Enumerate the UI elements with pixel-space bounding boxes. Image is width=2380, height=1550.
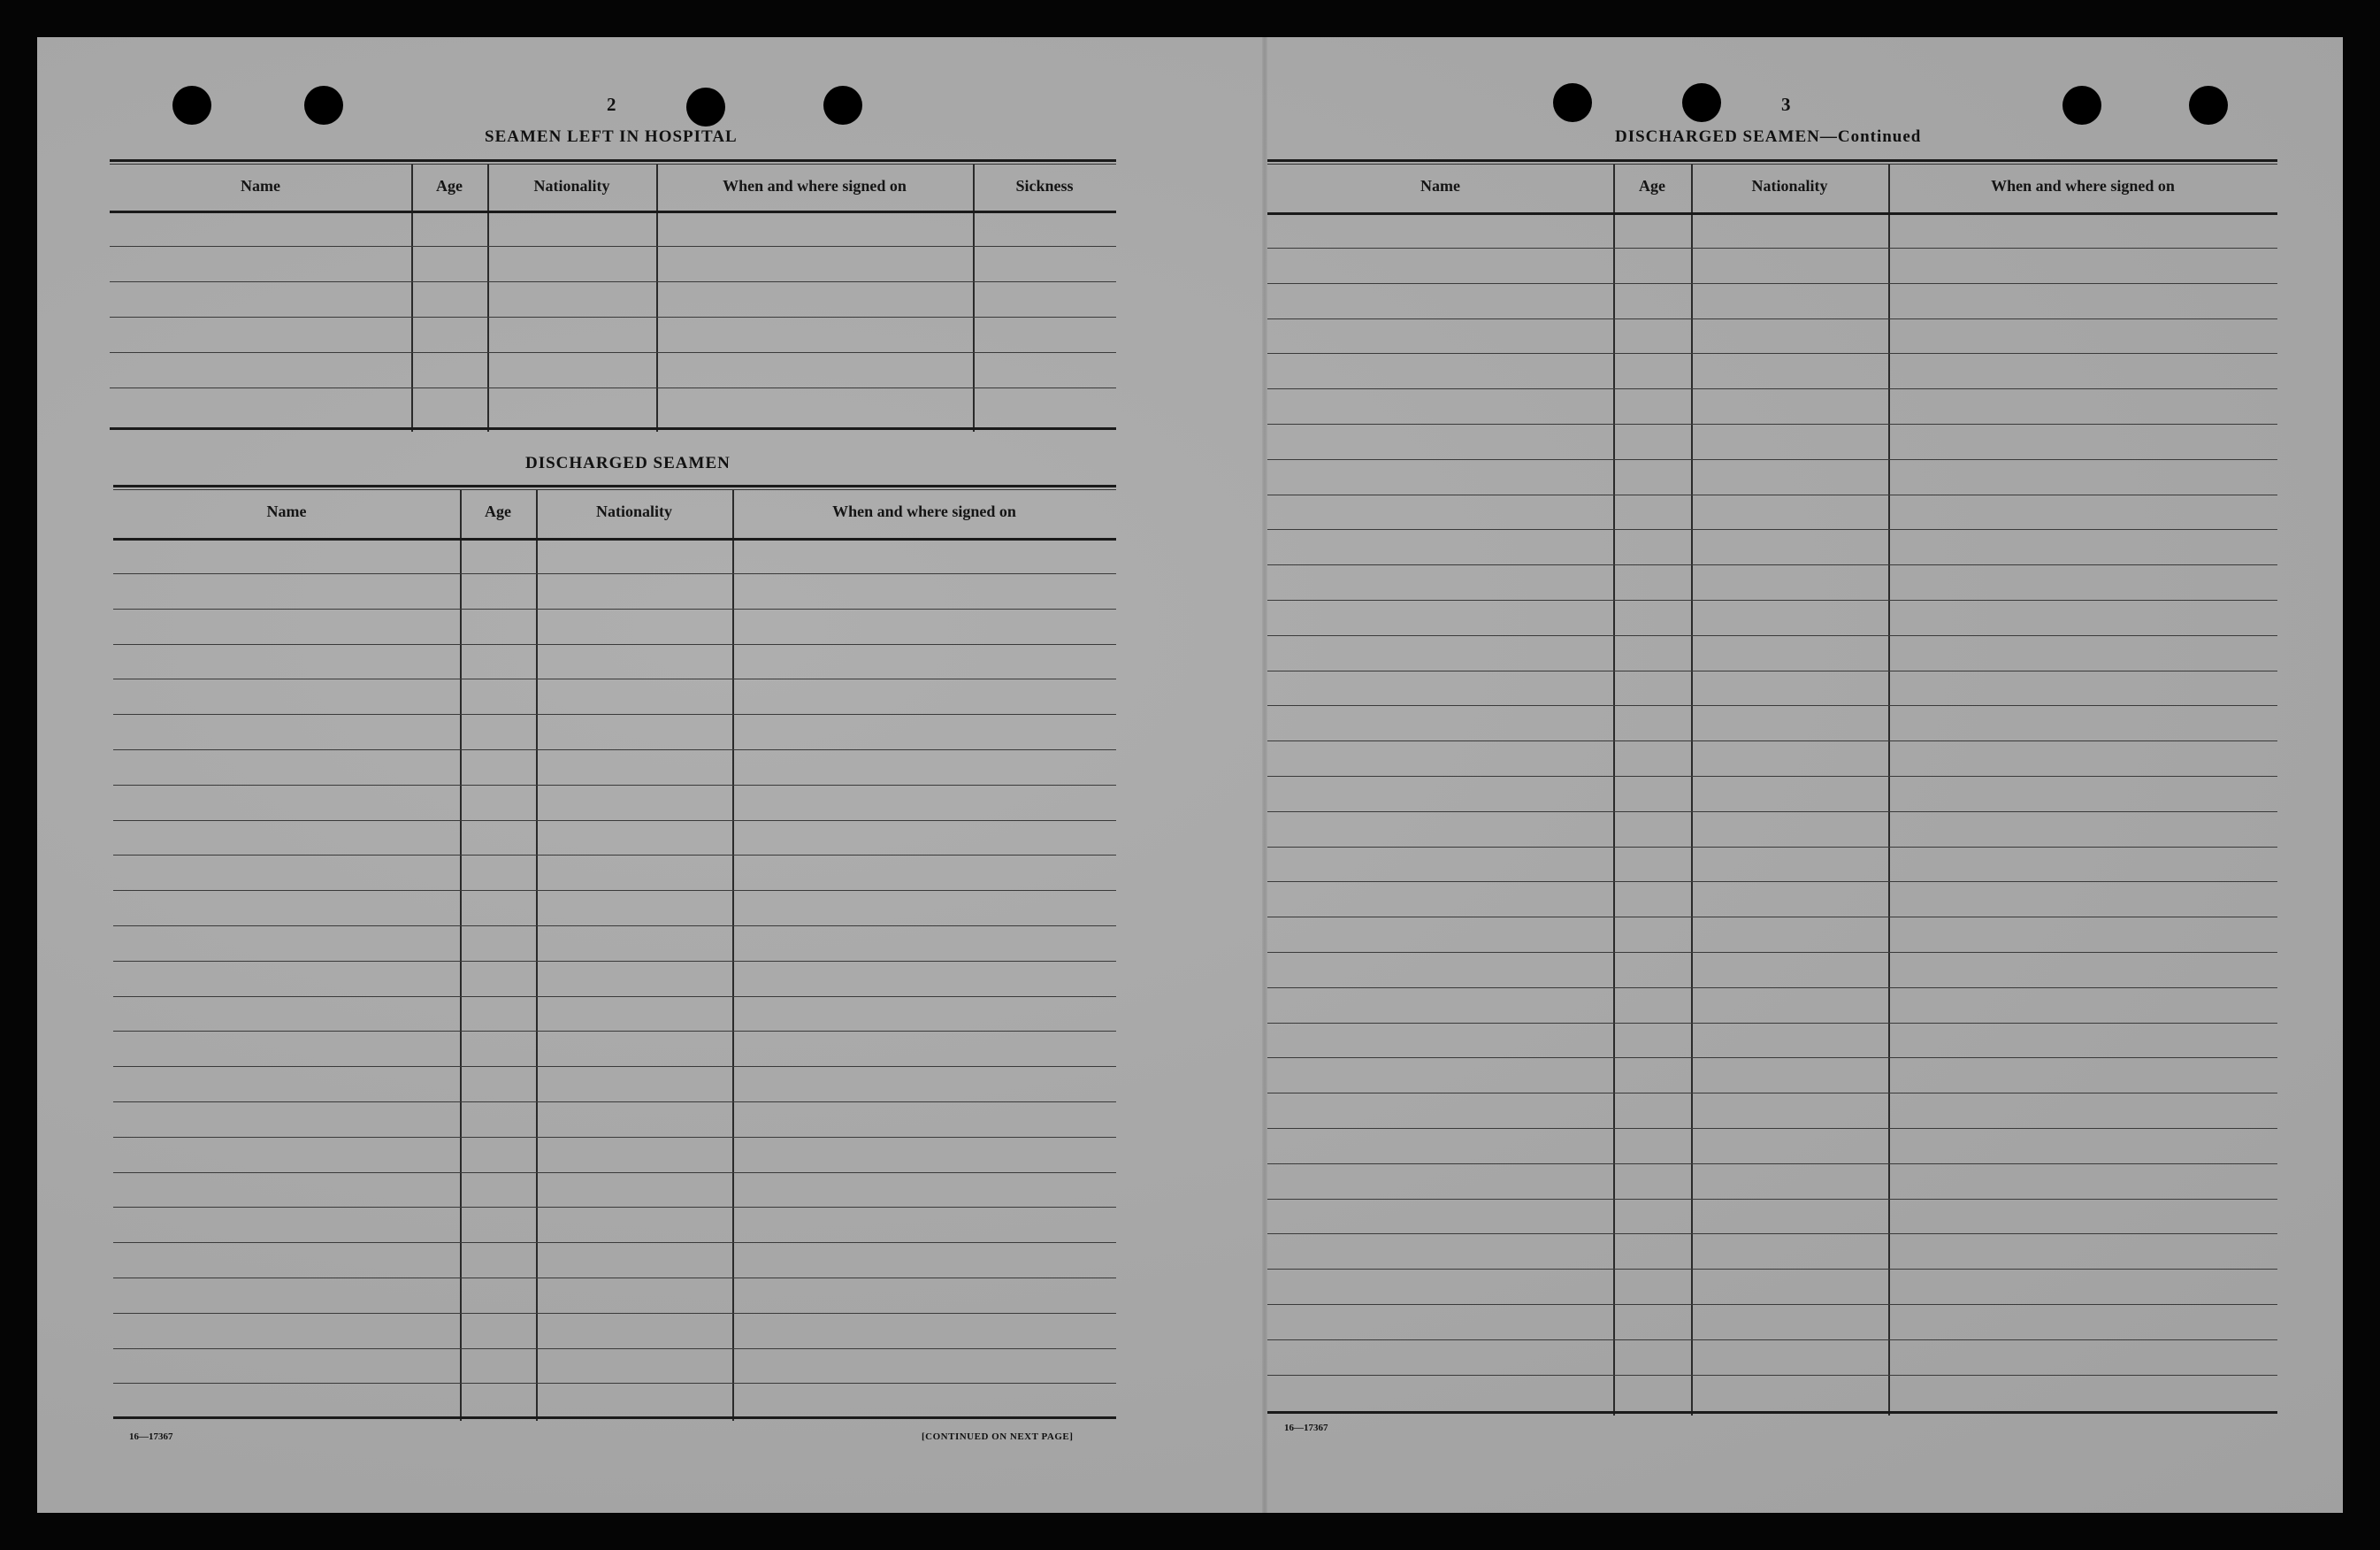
discharged-section-title: DISCHARGED SEAMEN (525, 454, 731, 472)
table-bottom-rule (110, 427, 1116, 430)
page-number-right: 3 (1781, 94, 1791, 115)
ruled-line (1267, 881, 2277, 882)
ruled-line (113, 996, 1116, 997)
column-header: When and where signed on (723, 177, 907, 195)
ruled-line (1267, 318, 2277, 319)
punch-hole (686, 88, 725, 127)
punch-hole (172, 86, 211, 125)
column-header: Nationality (1751, 177, 1828, 195)
ruled-line (1267, 987, 2277, 988)
column-header: Age (436, 177, 463, 195)
ruled-line (1267, 1057, 2277, 1058)
column-divider (460, 490, 462, 1421)
ruled-line (1267, 847, 2277, 848)
header-rule (110, 211, 1116, 213)
ruled-line (1267, 740, 2277, 741)
discharged-table-left (113, 485, 1116, 1421)
ruled-line (1267, 1233, 2277, 1234)
ruled-line (113, 1313, 1116, 1314)
ruled-line (113, 925, 1116, 926)
ruled-line (113, 714, 1116, 715)
column-header: Age (1639, 177, 1665, 195)
discharged-table-right (1267, 159, 2277, 1416)
ruled-line (1267, 459, 2277, 460)
ruled-line (1267, 248, 2277, 249)
ruled-line (1267, 1023, 2277, 1024)
ruled-line (113, 855, 1116, 856)
table-bottom-rule (113, 1416, 1116, 1419)
ruled-line (113, 1242, 1116, 1243)
ruled-line (110, 352, 1116, 353)
ruled-line (113, 1172, 1116, 1173)
table-bottom-rule (1267, 1411, 2277, 1414)
ruled-line (110, 281, 1116, 282)
column-header: Nationality (533, 177, 610, 195)
column-header: When and where signed on (1991, 177, 2175, 195)
column-header: Nationality (595, 503, 672, 520)
column-divider (732, 490, 734, 1421)
ruled-line (1267, 1375, 2277, 1376)
column-divider (973, 165, 975, 432)
ruled-line (110, 246, 1116, 247)
ruled-line (1267, 1199, 2277, 1200)
ruled-line (113, 961, 1116, 962)
header-rule (1267, 212, 2277, 215)
ruled-line (1267, 635, 2277, 636)
page-number-left: 2 (607, 94, 616, 115)
ruled-line (1267, 952, 2277, 953)
ruled-line (113, 820, 1116, 821)
ruled-line (113, 644, 1116, 645)
ruled-line (1267, 1339, 2277, 1340)
header-rule (113, 538, 1116, 541)
ruled-line (113, 785, 1116, 786)
column-divider (487, 165, 489, 432)
column-divider (656, 165, 658, 432)
ruled-line (110, 317, 1116, 318)
ruled-line (1267, 1304, 2277, 1305)
punch-hole (2062, 86, 2101, 125)
ruled-line (113, 573, 1116, 574)
continued-note: [CONTINUED ON NEXT PAGE] (922, 1431, 1074, 1442)
ruled-line (1267, 529, 2277, 530)
ruled-line (1267, 424, 2277, 425)
ruled-line (1267, 283, 2277, 284)
ruled-line (113, 1348, 1116, 1349)
column-header: When and where signed on (832, 503, 1016, 520)
ruled-line (1267, 353, 2277, 354)
ruled-line (113, 890, 1116, 891)
form-number-left: 16—17367 (129, 1431, 173, 1442)
ruled-line (1267, 600, 2277, 601)
ruled-line (1267, 1128, 2277, 1129)
ruled-line (113, 1031, 1116, 1032)
ruled-line (1267, 564, 2277, 565)
ruled-line (1267, 776, 2277, 777)
ruled-line (113, 1066, 1116, 1067)
continued-suffix: —Continued (1819, 127, 1922, 146)
ruled-line (113, 1207, 1116, 1208)
column-header: Name (266, 503, 307, 520)
column-header: Age (485, 503, 511, 520)
column-header: Name (241, 177, 280, 195)
ruled-line (1267, 388, 2277, 389)
punch-hole (823, 86, 862, 125)
punch-hole (1553, 83, 1592, 122)
hospital-section-title: SEAMEN LEFT IN HOSPITAL (485, 127, 738, 146)
column-divider (536, 490, 538, 1421)
ruled-line (113, 609, 1116, 610)
punch-hole (304, 86, 343, 125)
discharged-continued-title (1615, 127, 1921, 147)
column-divider (411, 165, 413, 432)
ruled-line (113, 749, 1116, 750)
column-header: Sickness (1015, 177, 1074, 195)
ruled-line (1267, 1163, 2277, 1164)
ruled-line (1267, 1269, 2277, 1270)
punch-hole (1682, 83, 1721, 122)
ruled-line (1267, 811, 2277, 812)
ruled-line (113, 1383, 1116, 1384)
ruled-line (1267, 705, 2277, 706)
discharged-continued-title-text: DISCHARGED SEAMEN (1615, 127, 1820, 146)
punch-hole (2189, 86, 2228, 125)
column-header: Name (1420, 177, 1460, 195)
ruled-line (113, 1137, 1116, 1138)
form-number-right: 16—17367 (1284, 1423, 1328, 1433)
hospital-table (110, 159, 1116, 432)
ruled-line (113, 1101, 1116, 1102)
